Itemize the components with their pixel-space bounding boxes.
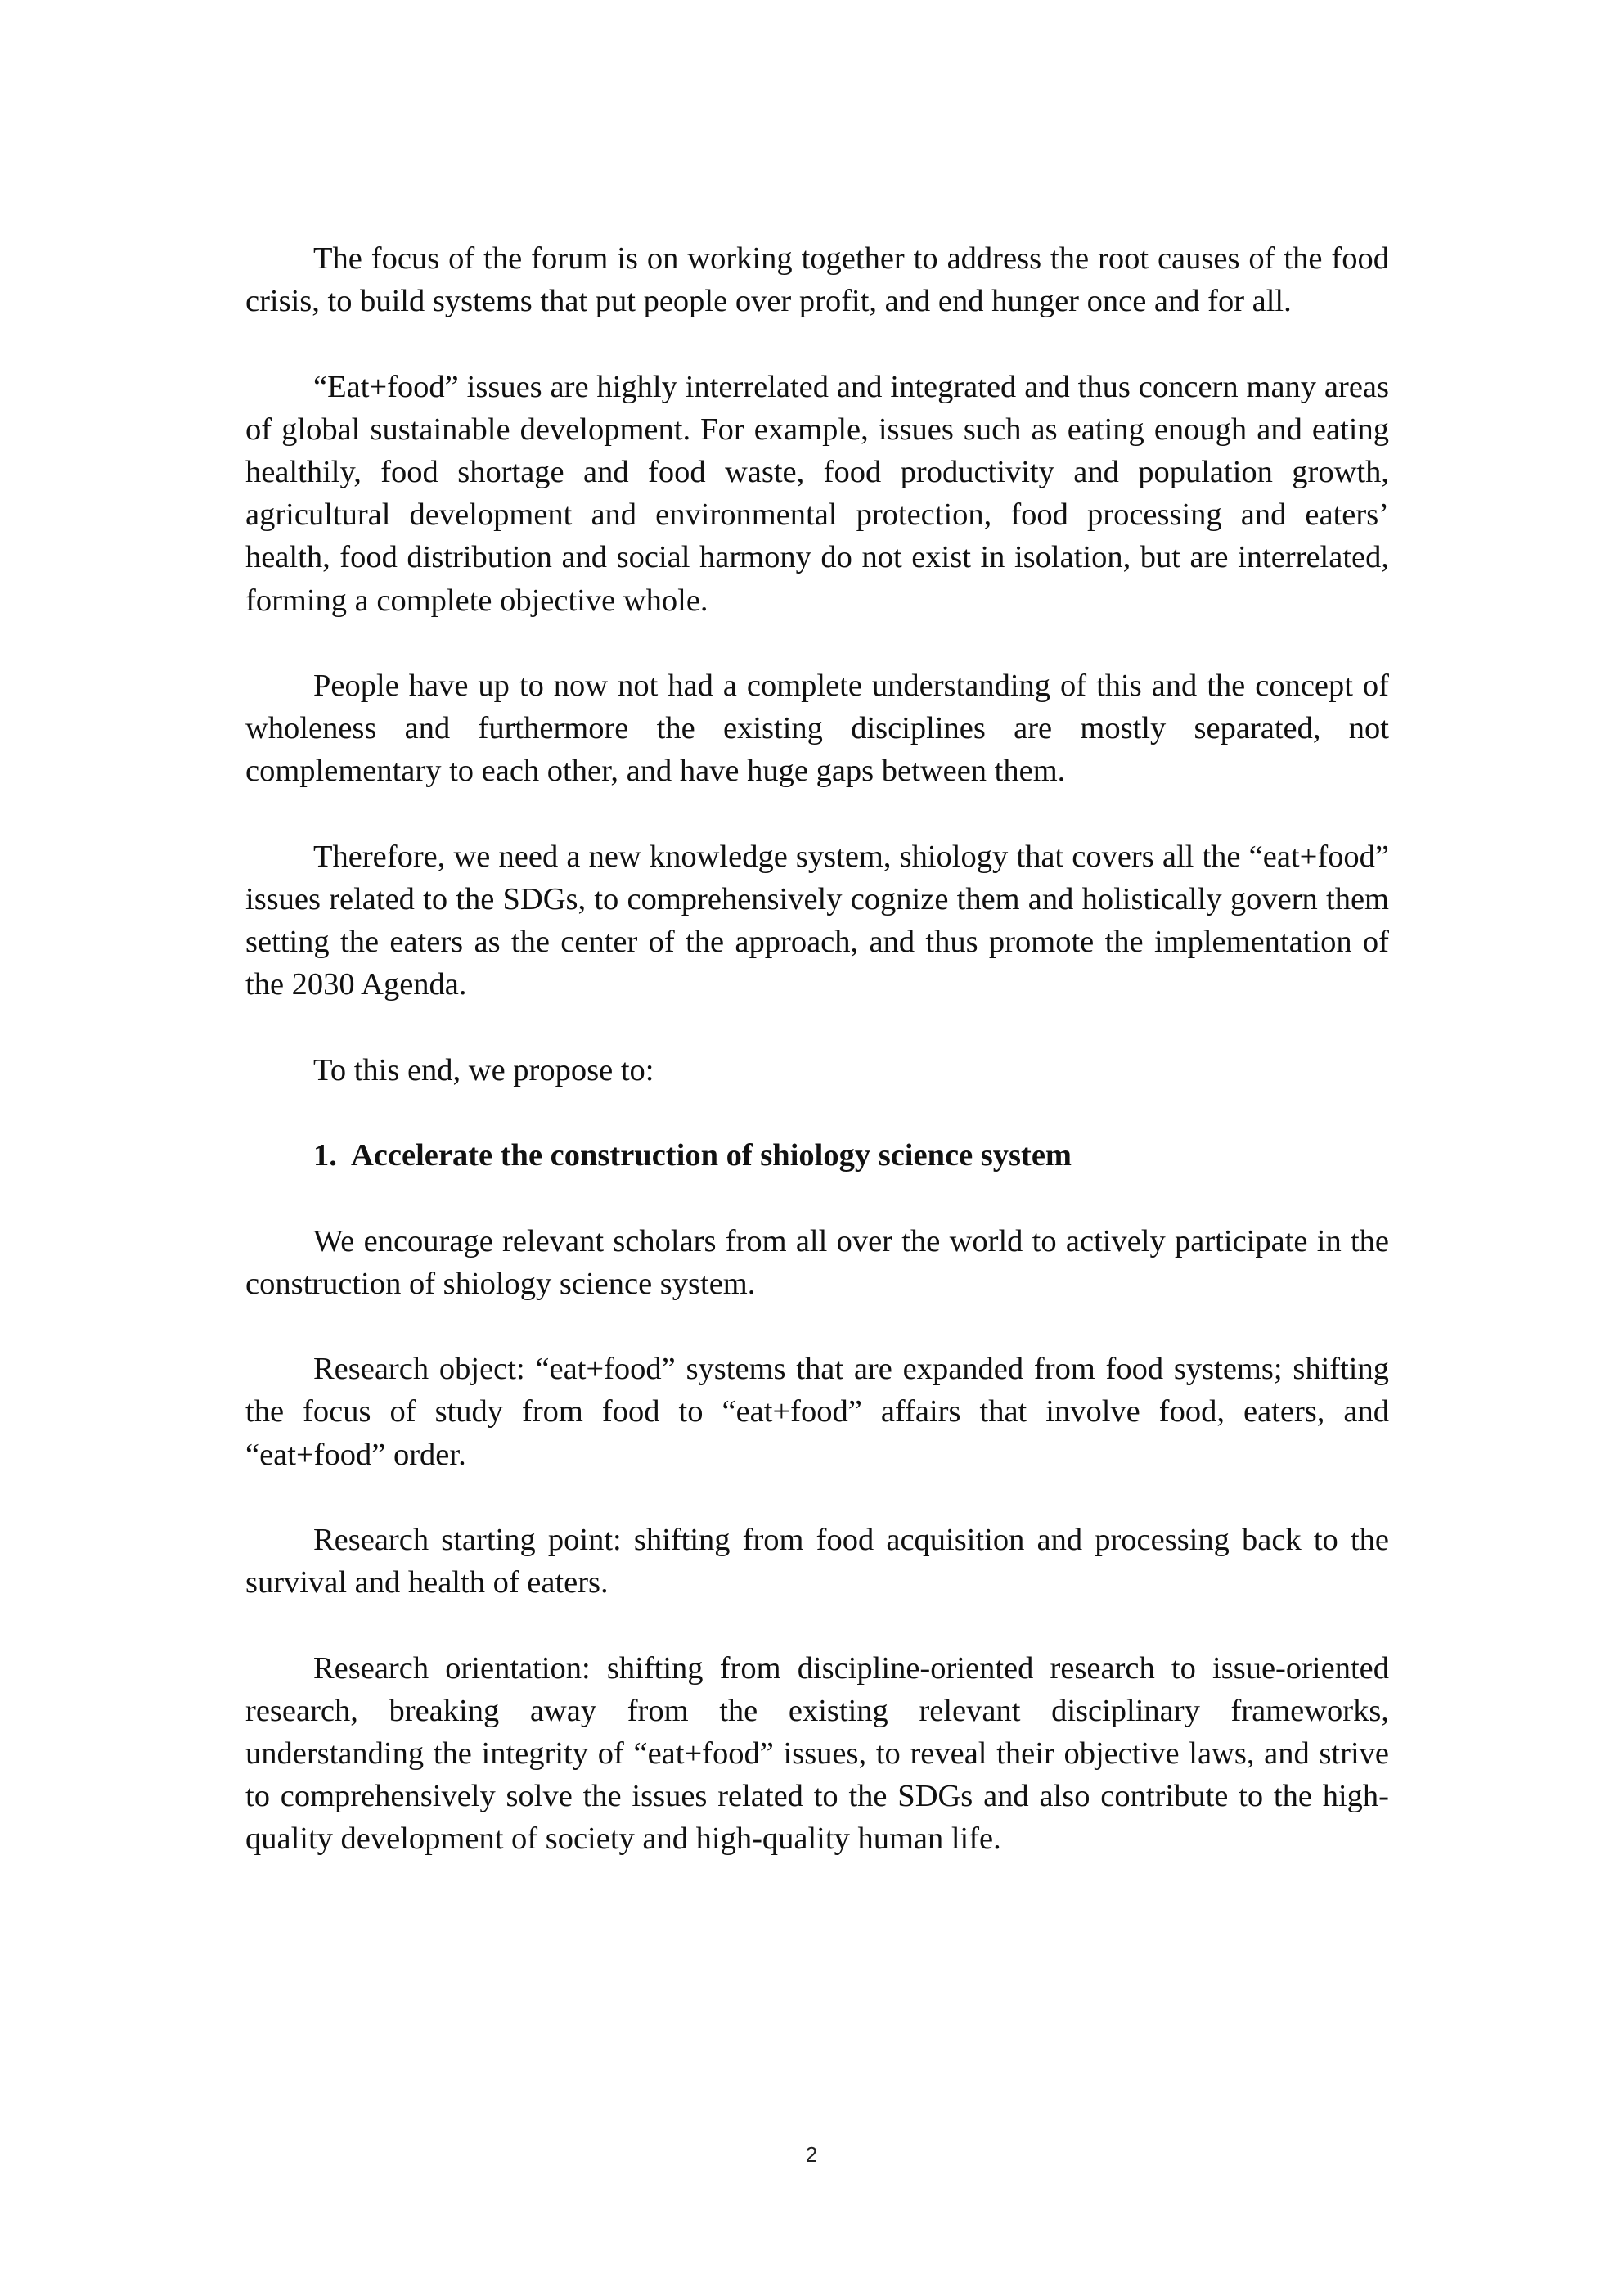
paragraph-understanding: People have up to now not had a complete understanding of this and the concept of wholeness and furthermore the existing disciplines are mostly separated, not complementary to each other, and have huge gaps between them. [245,669,1389,789]
paragraph-encourage-scholars: We encourage relevant scholars from all over the world to actively participate in the construction of shiology science system. [245,1223,1389,1301]
page-number: 2 [805,2142,818,2167]
paragraph-research-orientation: Research orientation: shifting from discipline-oriented research to issue-oriented research, breaking away from the existing relevant disciplinary frameworks, understanding the integrity of “eat+food” issues, to reveal their objective laws, and strive to comprehensively solve the issues related to the SDGs and also contribute to the high-quality development of society and high-quality human life. [245,1650,1389,1857]
paragraph-research-object: Research object: “eat+food” systems that are expanded from food systems; shifting the focus of study from food to “eat+food” affairs that involve food, eaters, and “eat+food” order. [245,1352,1389,1472]
paragraph-eat-food-issues: “Eat+food” issues are highly interrelated and integrated and thus concern many areas of global sustainable development. For example, issues such as eating enough and eating healthily, food shortage and food waste, food productivity and population growth, agricultural development and environmental protection, food processing and eaters’ health, food distribution and social harmony do not exist in isolation, but are interrelated, forming a complete objective whole. [245,369,1389,618]
section-heading [245,1134,1389,1177]
document-body [245,237,1389,1903]
paragraph-knowledge-system: Therefore, we need a new knowledge system, shiology that covers all the “eat+food” issues related to the SDGs, to comprehensively cognize them and holistically govern them setting the eaters as the center of the approach, and thus promote the implementation of the 2030 Agenda. [245,839,1389,1002]
paragraph-propose: To this end, we propose to: [313,1052,654,1087]
paragraph-forum-focus: The focus of the forum is on working together to address the root causes of the food crisis, to build systems that put people over profit, and end hunger once and for all. [245,241,1389,319]
section-number: 1. [313,1138,337,1173]
section-title: Accelerate the construction of shiology science system [351,1138,1072,1173]
paragraph-research-starting-point: Research starting point: shifting from food acquisition and processing back to the survival and health of eaters. [245,1522,1389,1600]
